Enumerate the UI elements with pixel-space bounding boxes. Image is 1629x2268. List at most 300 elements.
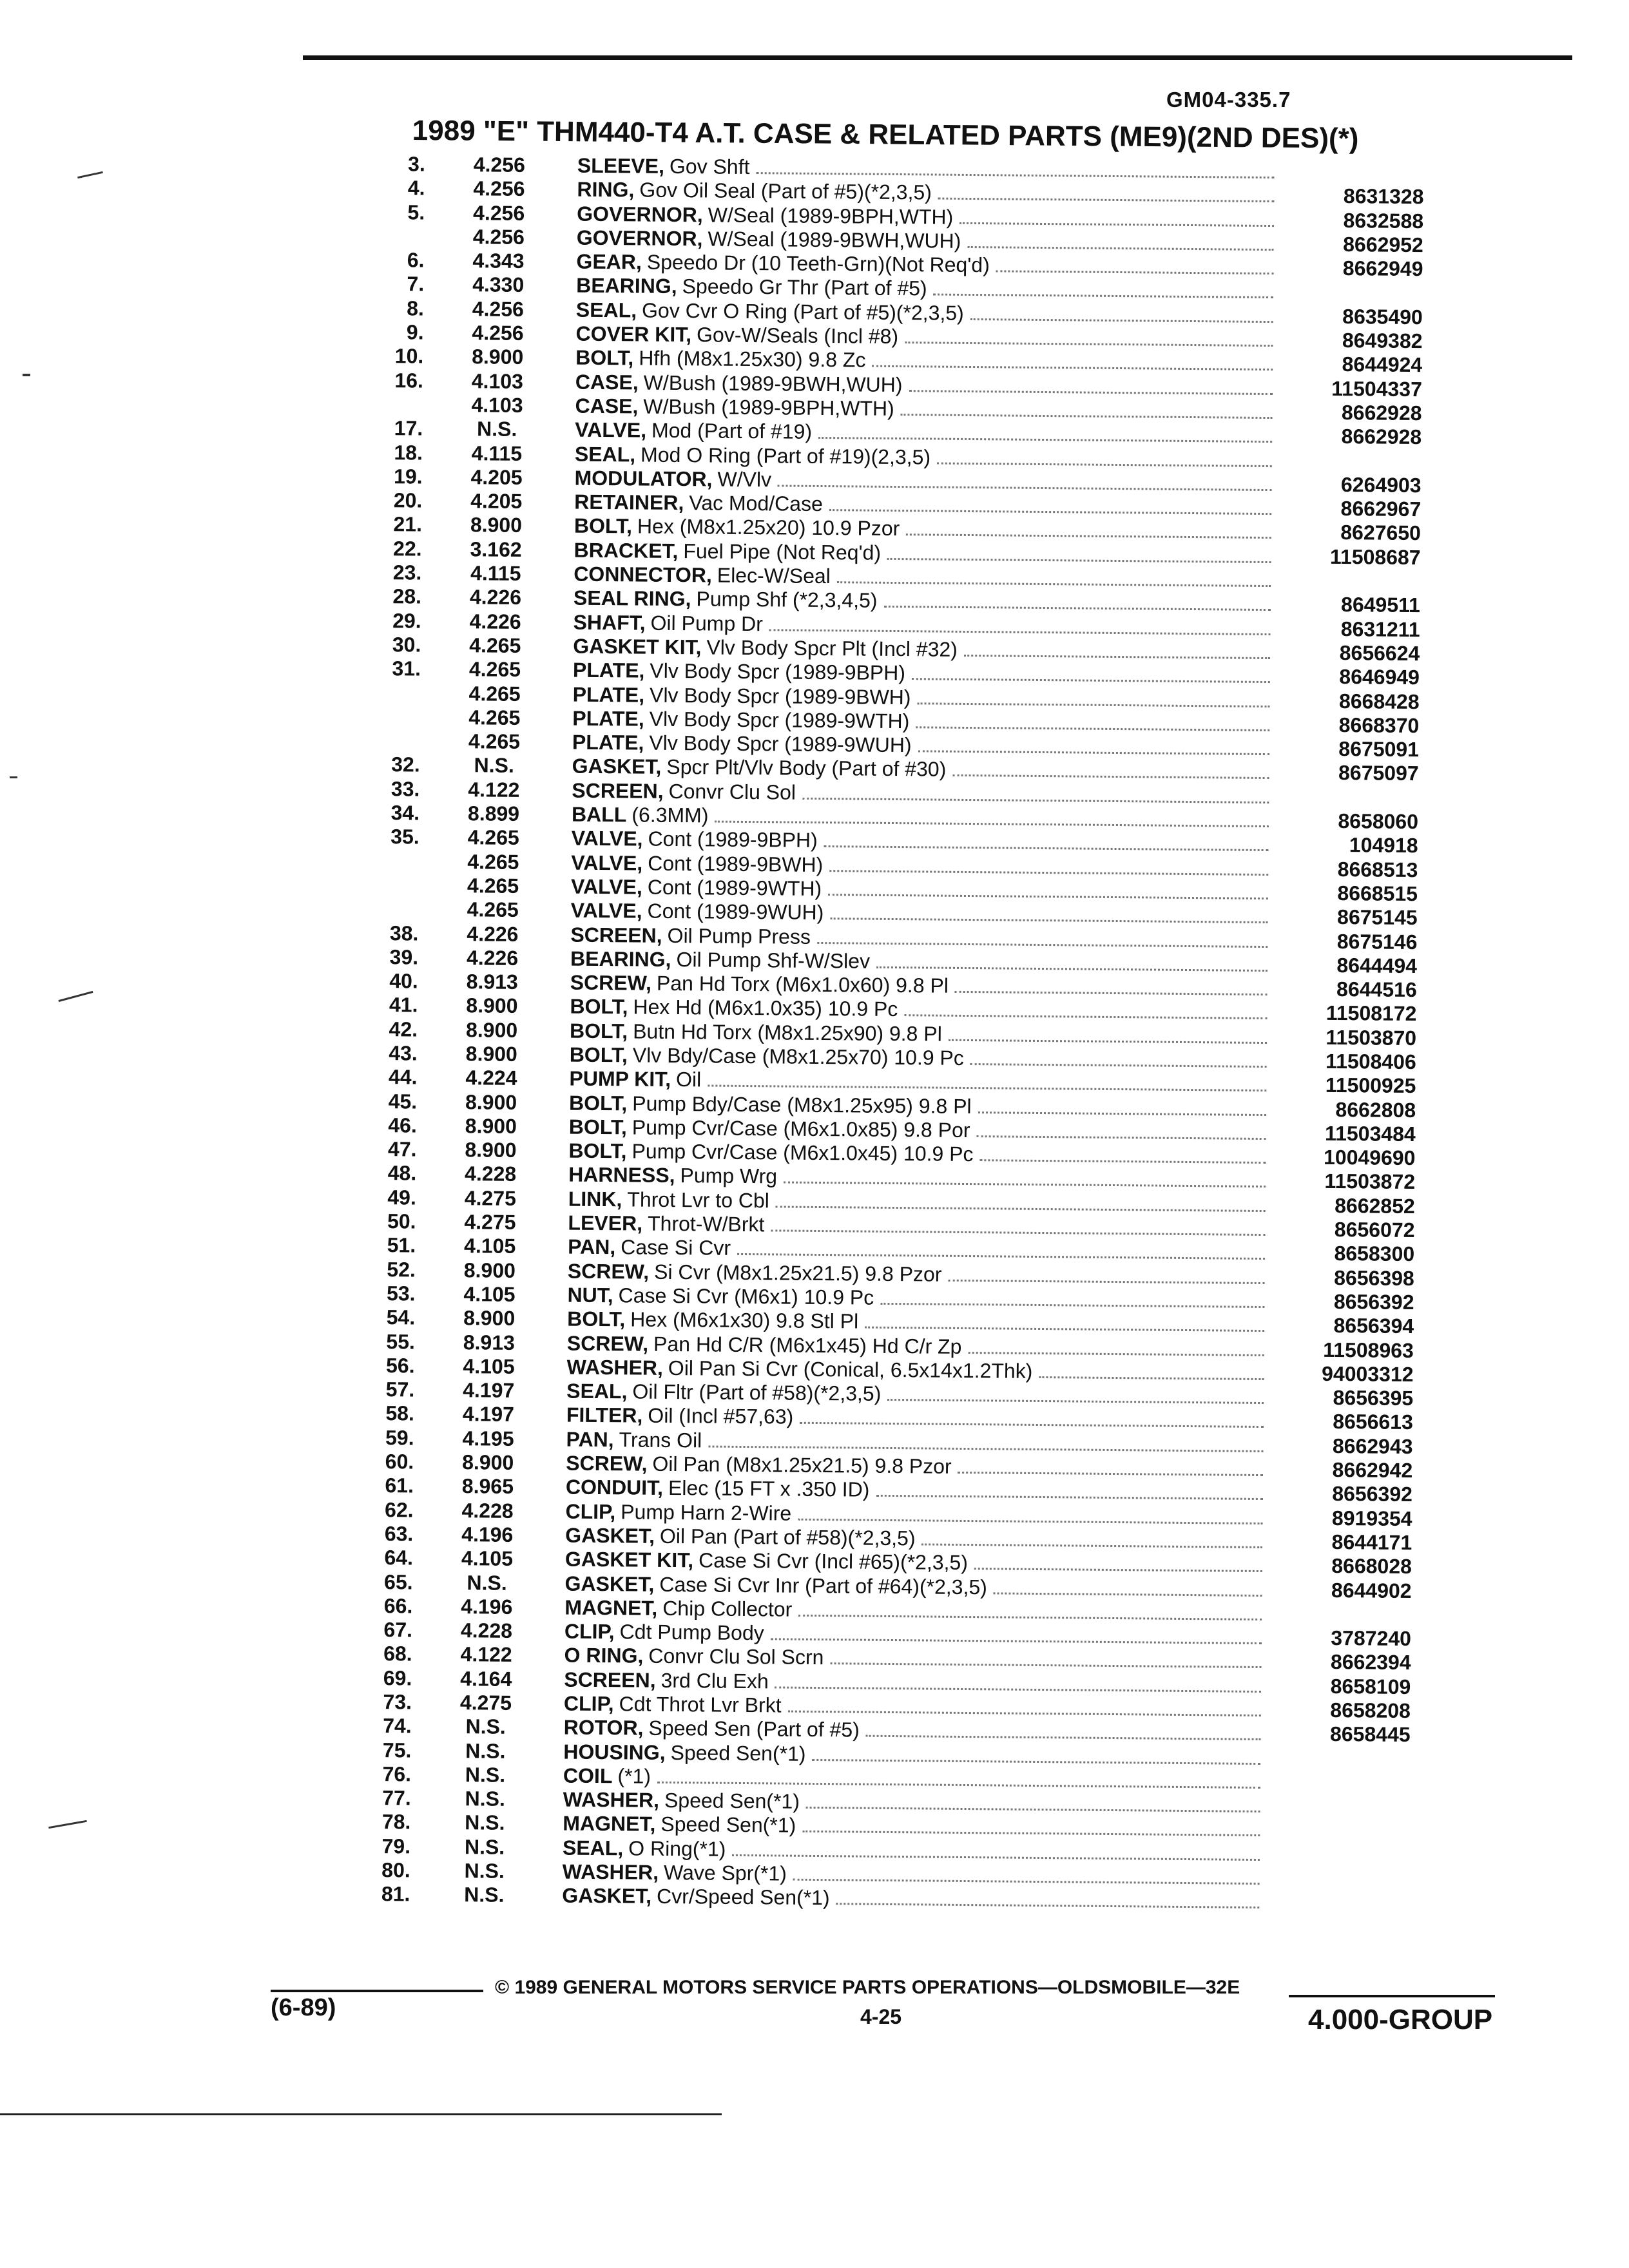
part-detail: Vlv Body Spcr (1989-9WUH) bbox=[649, 731, 912, 757]
part-detail: Pump Harn 2-Wire bbox=[621, 1499, 792, 1525]
part-name: NUT, bbox=[567, 1283, 613, 1307]
part-number: 8658300 bbox=[1334, 1242, 1415, 1266]
group-number: N.S. bbox=[464, 1859, 505, 1883]
item-number bbox=[374, 868, 419, 869]
part-detail: Vlv Body Spcr Plt (Incl #32) bbox=[706, 635, 958, 661]
group-number: 8.913 bbox=[466, 970, 518, 994]
group-number: 4.195 bbox=[462, 1426, 514, 1450]
group-number: 8.899 bbox=[467, 802, 520, 825]
part-number: 8675145 bbox=[1336, 905, 1418, 930]
group-number: 4.265 bbox=[469, 633, 521, 657]
part-number: 104918 bbox=[1349, 833, 1418, 858]
part-number: 8658109 bbox=[1330, 1674, 1411, 1698]
part-name: SCREEN, bbox=[572, 778, 664, 803]
footer-rule-right bbox=[1289, 1995, 1495, 1997]
part-name: GOVERNOR, bbox=[577, 202, 703, 226]
item-number: 59. bbox=[385, 1425, 414, 1450]
part-name: VALVE, bbox=[571, 850, 643, 875]
part-detail: Hex (M6x1x30) 9.8 Stl Pl bbox=[630, 1307, 859, 1333]
page-title: 1989 "E" THM440-T4 A.T. CASE & RELATED PARTS (ME9)(2ND DES)(*) bbox=[412, 115, 1359, 155]
group-number: N.S. bbox=[465, 1763, 506, 1787]
part-number: 8658208 bbox=[1330, 1698, 1411, 1723]
part-name: SEAL, bbox=[566, 1379, 628, 1403]
group-number: 4.265 bbox=[467, 898, 519, 922]
group-number: 4.265 bbox=[468, 681, 521, 706]
group-number: 4.256 bbox=[473, 153, 526, 177]
part-detail: W/Bush (1989-9BWH,WUH) bbox=[643, 370, 903, 396]
part-name: MAGNET, bbox=[563, 1812, 656, 1836]
part-number: 8649382 bbox=[1342, 329, 1423, 353]
group-number: 8.900 bbox=[465, 1090, 517, 1114]
item-number: 56. bbox=[385, 1353, 415, 1378]
group-number: 4.103 bbox=[471, 369, 524, 393]
part-number: 8675097 bbox=[1338, 761, 1419, 785]
group-number: 4.197 bbox=[462, 1402, 515, 1427]
part-number: 8656394 bbox=[1333, 1314, 1414, 1338]
part-detail: (*1) bbox=[617, 1764, 651, 1788]
item-number: 77. bbox=[382, 1786, 411, 1810]
part-name: BOLT, bbox=[570, 995, 628, 1019]
part-name: VALVE, bbox=[571, 826, 643, 850]
footer-group: 4.000-GROUP bbox=[1308, 2004, 1493, 2035]
item-number: 19. bbox=[393, 465, 423, 488]
part-detail: Wave Spr(*1) bbox=[663, 1861, 787, 1885]
margin-mark bbox=[77, 171, 103, 178]
part-detail: Gov Oil Seal (Part of #5)(*2,3,5) bbox=[639, 178, 932, 204]
item-number: 53. bbox=[386, 1282, 416, 1305]
item-number: 20. bbox=[393, 488, 423, 512]
part-number: 8668428 bbox=[1338, 689, 1420, 713]
item-number: 35. bbox=[390, 825, 419, 849]
part-detail: W/Seal (1989-9BWH,WUH) bbox=[708, 227, 961, 253]
group-number: 4.103 bbox=[471, 393, 523, 417]
part-detail: Oil Pan (M8x1.25x21.5) 9.8 Pzor bbox=[652, 1452, 952, 1478]
group-number: 4.196 bbox=[461, 1523, 514, 1546]
item-number: 4. bbox=[407, 176, 425, 200]
part-number: 8658445 bbox=[1329, 1722, 1411, 1747]
margin-mark bbox=[48, 1820, 87, 1829]
part-detail: Mod (Part of #19) bbox=[651, 418, 813, 444]
group-number: 4.265 bbox=[467, 874, 519, 898]
part-detail: Oil Pan Si Cvr (Conical, 6.5x14x1.2Thk) bbox=[668, 1356, 1033, 1383]
parts-list bbox=[365, 152, 1424, 1916]
part-detail: Cdt Pump Body bbox=[619, 1620, 764, 1645]
part-name: BEARING, bbox=[576, 274, 677, 298]
header-rule bbox=[303, 55, 1572, 60]
group-number: 4.226 bbox=[467, 921, 519, 946]
group-number: 4.122 bbox=[468, 777, 520, 802]
part-detail: Oil (Incl #57,63) bbox=[648, 1404, 794, 1429]
part-number bbox=[1268, 1789, 1410, 1790]
part-number: 8656613 bbox=[1333, 1410, 1414, 1434]
item-number: 21. bbox=[393, 512, 423, 537]
item-number: 69. bbox=[383, 1666, 412, 1690]
part-number: 8644924 bbox=[1342, 352, 1423, 377]
part-number: 8649511 bbox=[1340, 593, 1421, 617]
item-number: 33. bbox=[390, 776, 420, 801]
part-number: 11503872 bbox=[1324, 1169, 1416, 1194]
part-detail: Pan Hd Torx (M6x1.0x60) 9.8 Pl bbox=[656, 971, 949, 997]
part-detail: Gov-W/Seals (Incl #8) bbox=[696, 323, 899, 349]
part-name: GOVERNOR, bbox=[576, 226, 703, 251]
item-number: 9. bbox=[406, 320, 424, 344]
part-detail: (6.3MM) bbox=[631, 803, 709, 827]
part-name: SCREEN, bbox=[570, 923, 662, 947]
part-name: HOUSING, bbox=[563, 1740, 666, 1764]
part-number: 8662949 bbox=[1342, 256, 1423, 281]
group-number: N.S. bbox=[465, 1787, 505, 1811]
part-number: 8635490 bbox=[1342, 304, 1423, 329]
group-number: 4.115 bbox=[470, 561, 521, 585]
part-name: WASHER, bbox=[563, 1787, 660, 1812]
part-number: 8656392 bbox=[1332, 1482, 1413, 1506]
part-name: VALVE, bbox=[570, 898, 642, 923]
part-number: 8668028 bbox=[1331, 1554, 1412, 1579]
item-number: 75. bbox=[382, 1738, 412, 1762]
part-name: CLIP, bbox=[564, 1619, 615, 1644]
item-number: 5. bbox=[407, 200, 425, 224]
item-number: 43. bbox=[389, 1041, 418, 1065]
item-number: 39. bbox=[389, 945, 419, 969]
group-number: 4.122 bbox=[460, 1642, 512, 1667]
part-detail: Speedo Dr (10 Teeth-Grn)(Not Req'd) bbox=[646, 250, 990, 277]
group-number: N.S. bbox=[467, 1570, 507, 1595]
part-name: MODULATOR, bbox=[574, 466, 713, 491]
part-detail: Vac Mod/Case bbox=[689, 491, 823, 516]
part-number: 11504337 bbox=[1331, 376, 1423, 401]
group-number: 8.900 bbox=[463, 1258, 516, 1282]
part-detail: Case Si Cvr (Incl #65)(*2,3,5) bbox=[698, 1548, 969, 1575]
part-number: 8644171 bbox=[1331, 1530, 1412, 1554]
part-number: 8644516 bbox=[1336, 977, 1417, 1002]
group-number: 4.275 bbox=[464, 1186, 517, 1210]
group-number: N.S. bbox=[465, 1811, 505, 1835]
part-number: 8631211 bbox=[1340, 617, 1420, 641]
item-number: 41. bbox=[389, 993, 418, 1017]
part-name: BALL bbox=[571, 802, 627, 827]
part-name: ROTOR, bbox=[563, 1715, 644, 1740]
part-name: SHAFT, bbox=[573, 610, 646, 635]
leader-dots bbox=[756, 154, 1275, 178]
item-number: 7. bbox=[407, 272, 425, 296]
item-number: 34. bbox=[390, 801, 420, 825]
part-name: GASKET KIT, bbox=[573, 634, 702, 659]
group-number: 4.256 bbox=[472, 225, 525, 249]
part-name: SLEEVE, bbox=[577, 153, 665, 178]
group-number: 4.205 bbox=[470, 489, 523, 514]
part-number: 8662943 bbox=[1332, 1434, 1413, 1458]
part-number bbox=[1268, 1861, 1409, 1862]
item-number: 6. bbox=[407, 248, 425, 272]
part-detail: Oil Pump Press bbox=[667, 923, 811, 948]
part-detail: O Ring(*1) bbox=[628, 1836, 726, 1861]
part-name: VALVE, bbox=[570, 874, 643, 899]
part-detail: Chip Collector bbox=[662, 1596, 793, 1621]
part-detail: Oil Fltr (Part of #58)(*2,3,5) bbox=[632, 1379, 882, 1405]
part-number: 8662942 bbox=[1332, 1458, 1413, 1483]
group-number: 4.105 bbox=[461, 1546, 514, 1571]
group-number: N.S. bbox=[465, 1715, 506, 1739]
item-number bbox=[376, 699, 421, 700]
part-detail: Oil Pump Shf-W/Slev bbox=[676, 947, 871, 973]
group-number: 8.900 bbox=[465, 1017, 518, 1042]
group-number: 4.228 bbox=[461, 1498, 514, 1523]
part-detail: Hex Hd (M6x1.0x35) 10.9 Pc bbox=[633, 995, 898, 1021]
part-name: BEARING, bbox=[570, 947, 671, 971]
group-number: 3.162 bbox=[470, 537, 522, 561]
item-number bbox=[378, 411, 423, 412]
part-detail: Throt Lvr to Cbl bbox=[627, 1187, 770, 1213]
group-number: 4.256 bbox=[473, 177, 525, 201]
item-number: 50. bbox=[387, 1209, 416, 1233]
footer-copyright: © 1989 GENERAL MOTORS SERVICE PARTS OPERATIONS—OLDSMOBILE—32E bbox=[495, 1977, 1240, 1998]
item-number: 44. bbox=[388, 1065, 418, 1089]
item-number: 29. bbox=[392, 608, 421, 633]
group-number: 4.228 bbox=[464, 1162, 517, 1186]
part-number: 3787240 bbox=[1331, 1626, 1412, 1651]
item-number: 22. bbox=[392, 536, 422, 561]
part-detail: Speed Sen (Part of #5) bbox=[648, 1716, 860, 1742]
group-number: 4.256 bbox=[472, 321, 524, 345]
item-number: 73. bbox=[383, 1690, 412, 1714]
part-name: BOLT, bbox=[569, 1019, 628, 1043]
part-name: PLATE, bbox=[572, 682, 645, 707]
part-number: 11508963 bbox=[1323, 1338, 1414, 1362]
footer-page-number: 4-25 bbox=[860, 2005, 902, 2028]
part-name: CLIP, bbox=[565, 1499, 616, 1523]
part-number: 8675091 bbox=[1338, 737, 1420, 762]
group-number: 4.256 bbox=[472, 297, 525, 321]
part-number: 8656072 bbox=[1334, 1218, 1415, 1242]
part-name: WASHER, bbox=[562, 1860, 659, 1884]
part-number: 8632588 bbox=[1343, 208, 1424, 233]
part-name: BOLT, bbox=[568, 1091, 628, 1115]
part-name: PLATE, bbox=[572, 706, 644, 731]
group-number: 8.900 bbox=[466, 994, 518, 1018]
part-detail: Si Cvr (M8x1.25x21.5) 9.8 Pzor bbox=[653, 1260, 942, 1286]
group-number: 4.105 bbox=[463, 1282, 516, 1306]
part-detail: Gov Shft bbox=[669, 154, 750, 179]
group-number: 4.265 bbox=[468, 706, 521, 729]
part-name: WASHER, bbox=[566, 1355, 664, 1379]
group-number: N.S. bbox=[474, 753, 514, 778]
item-number: 66. bbox=[383, 1593, 413, 1618]
item-number: 18. bbox=[394, 440, 423, 465]
part-number: 8919354 bbox=[1331, 1506, 1412, 1530]
part-number bbox=[1268, 1837, 1409, 1838]
part-number: 8662852 bbox=[1335, 1193, 1415, 1218]
part-name: GASKET, bbox=[572, 754, 662, 779]
group-number: 8.900 bbox=[463, 1306, 516, 1331]
group-number: 4.226 bbox=[469, 585, 522, 610]
part-name: PLATE, bbox=[572, 730, 644, 754]
part-number bbox=[1280, 467, 1422, 468]
part-number: 8656395 bbox=[1333, 1386, 1414, 1410]
part-name: COVER KIT, bbox=[575, 322, 692, 347]
group-number: 4.343 bbox=[472, 249, 525, 273]
item-number: 17. bbox=[394, 416, 423, 440]
part-number bbox=[1281, 299, 1423, 300]
part-number: 8644494 bbox=[1336, 953, 1418, 977]
part-name: BOLT, bbox=[574, 514, 633, 538]
group-number: 4.228 bbox=[460, 1619, 513, 1642]
part-name: CASE, bbox=[575, 394, 639, 418]
item-number: 28. bbox=[392, 584, 422, 608]
group-number: 8.900 bbox=[465, 1042, 517, 1066]
part-detail: Butn Hd Torx (M8x1.25x90) 9.8 Pl bbox=[633, 1019, 942, 1046]
page-code: GM04-335.7 bbox=[1166, 88, 1291, 111]
item-number: 78. bbox=[381, 1810, 411, 1834]
group-number: N.S. bbox=[464, 1835, 505, 1859]
part-name: SCREW, bbox=[567, 1259, 650, 1283]
part-detail: Pump Wrg bbox=[680, 1164, 778, 1188]
item-number: 31. bbox=[392, 657, 421, 680]
item-number: 52. bbox=[387, 1257, 416, 1282]
part-name: SCREW, bbox=[566, 1331, 649, 1356]
part-name: CONNECTOR, bbox=[574, 562, 712, 587]
part-name: RING, bbox=[577, 177, 635, 202]
part-number: 8656624 bbox=[1339, 640, 1420, 666]
part-name: BOLT, bbox=[568, 1115, 628, 1139]
part-name: PAN, bbox=[568, 1235, 616, 1259]
part-number bbox=[1268, 1765, 1410, 1766]
part-number: 8662928 bbox=[1341, 425, 1422, 449]
item-number: 8. bbox=[407, 296, 425, 320]
part-detail: W/Seal (1989-9BPH,WTH) bbox=[708, 203, 954, 229]
item-number: 3. bbox=[407, 152, 425, 176]
part-name: FILTER, bbox=[566, 1403, 643, 1428]
part-name: CLIP, bbox=[563, 1691, 614, 1716]
part-number bbox=[1268, 1812, 1410, 1814]
part-number bbox=[1268, 1885, 1409, 1886]
group-number: 8.900 bbox=[462, 1450, 514, 1474]
item-number: 38. bbox=[389, 921, 419, 945]
part-number: 8644902 bbox=[1331, 1578, 1412, 1602]
part-number: 8627650 bbox=[1340, 521, 1422, 545]
part-name: GASKET, bbox=[564, 1571, 655, 1596]
item-number: 55. bbox=[386, 1329, 416, 1354]
part-detail: Oil bbox=[675, 1068, 702, 1091]
part-name: MAGNET, bbox=[564, 1595, 658, 1620]
part-detail: 3rd Clu Exh bbox=[660, 1668, 769, 1693]
part-name: PLATE, bbox=[572, 658, 645, 682]
item-number: 67. bbox=[383, 1618, 413, 1642]
part-number: 8662394 bbox=[1330, 1650, 1411, 1675]
part-number: 8662967 bbox=[1340, 497, 1422, 521]
bottom-rule bbox=[0, 2113, 722, 2115]
part-name: GASKET KIT, bbox=[564, 1547, 694, 1572]
part-detail: Pan Hd C/R (M6x1x45) Hd C/r Zp bbox=[653, 1332, 962, 1358]
part-detail: Cvr/Speed Sen(*1) bbox=[656, 1885, 830, 1910]
part-name: CONDUIT, bbox=[565, 1475, 664, 1500]
part-detail: Speed Sen(*1) bbox=[670, 1740, 806, 1765]
margin-mark bbox=[59, 991, 93, 1002]
item-number: 10. bbox=[394, 344, 424, 368]
part-name: PAN, bbox=[566, 1427, 614, 1451]
part-name: RETAINER, bbox=[574, 490, 684, 515]
part-detail: Convr Clu Sol Scrn bbox=[648, 1644, 824, 1669]
group-number: 8.913 bbox=[463, 1330, 516, 1354]
part-detail: Throt-W/Brkt bbox=[647, 1211, 765, 1236]
part-number bbox=[1267, 1908, 1409, 1910]
part-name: COIL bbox=[563, 1763, 613, 1788]
part-detail: Hfh (M8x1.25x30) 9.8 Zc bbox=[639, 346, 866, 372]
item-number: 76. bbox=[382, 1762, 412, 1786]
part-detail: Pump Cvr/Case (M6x1.0x85) 9.8 Por bbox=[631, 1115, 970, 1142]
part-detail: Cdt Throt Lvr Brkt bbox=[619, 1692, 782, 1717]
item-number: 58. bbox=[385, 1401, 415, 1425]
part-number: 10049690 bbox=[1323, 1146, 1416, 1170]
group-number: 4.226 bbox=[466, 946, 519, 970]
part-detail: Pump Bdy/Case (M8x1.25x95) 9.8 Pl bbox=[632, 1091, 972, 1118]
group-number: 4.265 bbox=[467, 825, 519, 850]
part-name: LEVER, bbox=[568, 1211, 643, 1235]
part-detail: Oil Pan (Part of #58)(*2,3,5) bbox=[659, 1524, 916, 1550]
part-name: BOLT, bbox=[567, 1307, 626, 1331]
part-detail: Trans Oil bbox=[619, 1428, 702, 1452]
part-detail: Pump Cvr/Case (M6x1.0x45) 10.9 Pc bbox=[631, 1139, 974, 1166]
part-number: 8658060 bbox=[1338, 809, 1419, 834]
part-name: SEAL, bbox=[575, 298, 637, 322]
item-number: 63. bbox=[384, 1522, 414, 1546]
part-number: 11508687 bbox=[1329, 544, 1421, 569]
part-number: 94003312 bbox=[1321, 1361, 1414, 1386]
group-number: 8.900 bbox=[465, 1138, 517, 1162]
item-number: 79. bbox=[381, 1834, 411, 1858]
part-name: SCREW, bbox=[570, 970, 652, 995]
group-number: 4.330 bbox=[472, 273, 525, 297]
group-number: 4.226 bbox=[469, 609, 521, 633]
part-name: BOLT, bbox=[575, 346, 634, 370]
item-number: 54. bbox=[386, 1305, 416, 1329]
item-number: 57. bbox=[385, 1378, 415, 1401]
part-number: 8662928 bbox=[1341, 401, 1422, 425]
footer-rule-left bbox=[271, 1990, 483, 1992]
part-name: GASKET, bbox=[565, 1523, 655, 1548]
part-detail: Elec (15 FT x .350 ID) bbox=[668, 1476, 870, 1502]
part-name: SEAL, bbox=[574, 442, 636, 466]
part-number: 11508406 bbox=[1325, 1049, 1416, 1074]
part-number bbox=[1269, 1620, 1411, 1622]
part-number: 11500925 bbox=[1325, 1073, 1416, 1098]
part-name: SCREW, bbox=[566, 1451, 648, 1475]
part-number: 11503870 bbox=[1325, 1025, 1417, 1050]
group-number: 4.105 bbox=[463, 1354, 515, 1378]
group-number: 8.900 bbox=[472, 345, 524, 369]
group-number: 8.900 bbox=[470, 513, 523, 537]
part-number: 8668515 bbox=[1337, 881, 1418, 905]
part-name: VALVE, bbox=[575, 418, 647, 442]
item-number: 80. bbox=[381, 1858, 410, 1882]
part-number: 6264903 bbox=[1340, 472, 1422, 497]
part-detail: Oil Pump Dr bbox=[650, 611, 764, 635]
part-detail: Cont (1989-9WTH) bbox=[647, 875, 822, 900]
group-number: N.S. bbox=[476, 417, 517, 441]
part-detail: Elec-W/Seal bbox=[717, 563, 831, 588]
part-detail: Mod O Ring (Part of #19)(2,3,5) bbox=[640, 443, 931, 469]
part-detail: Case Si Cvr bbox=[621, 1235, 731, 1260]
group-number: 4.105 bbox=[463, 1234, 516, 1258]
item-number: 49. bbox=[387, 1185, 417, 1209]
part-detail: Speed Sen(*1) bbox=[660, 1812, 796, 1838]
part-number: 11508172 bbox=[1325, 1001, 1417, 1026]
part-detail: Convr Clu Sol bbox=[668, 779, 796, 804]
item-number: 16. bbox=[394, 368, 424, 392]
group-number: 4.265 bbox=[467, 849, 519, 874]
group-number: 4.115 bbox=[471, 441, 523, 465]
part-name: PUMP KIT, bbox=[569, 1066, 671, 1091]
item-number: 60. bbox=[385, 1450, 414, 1474]
